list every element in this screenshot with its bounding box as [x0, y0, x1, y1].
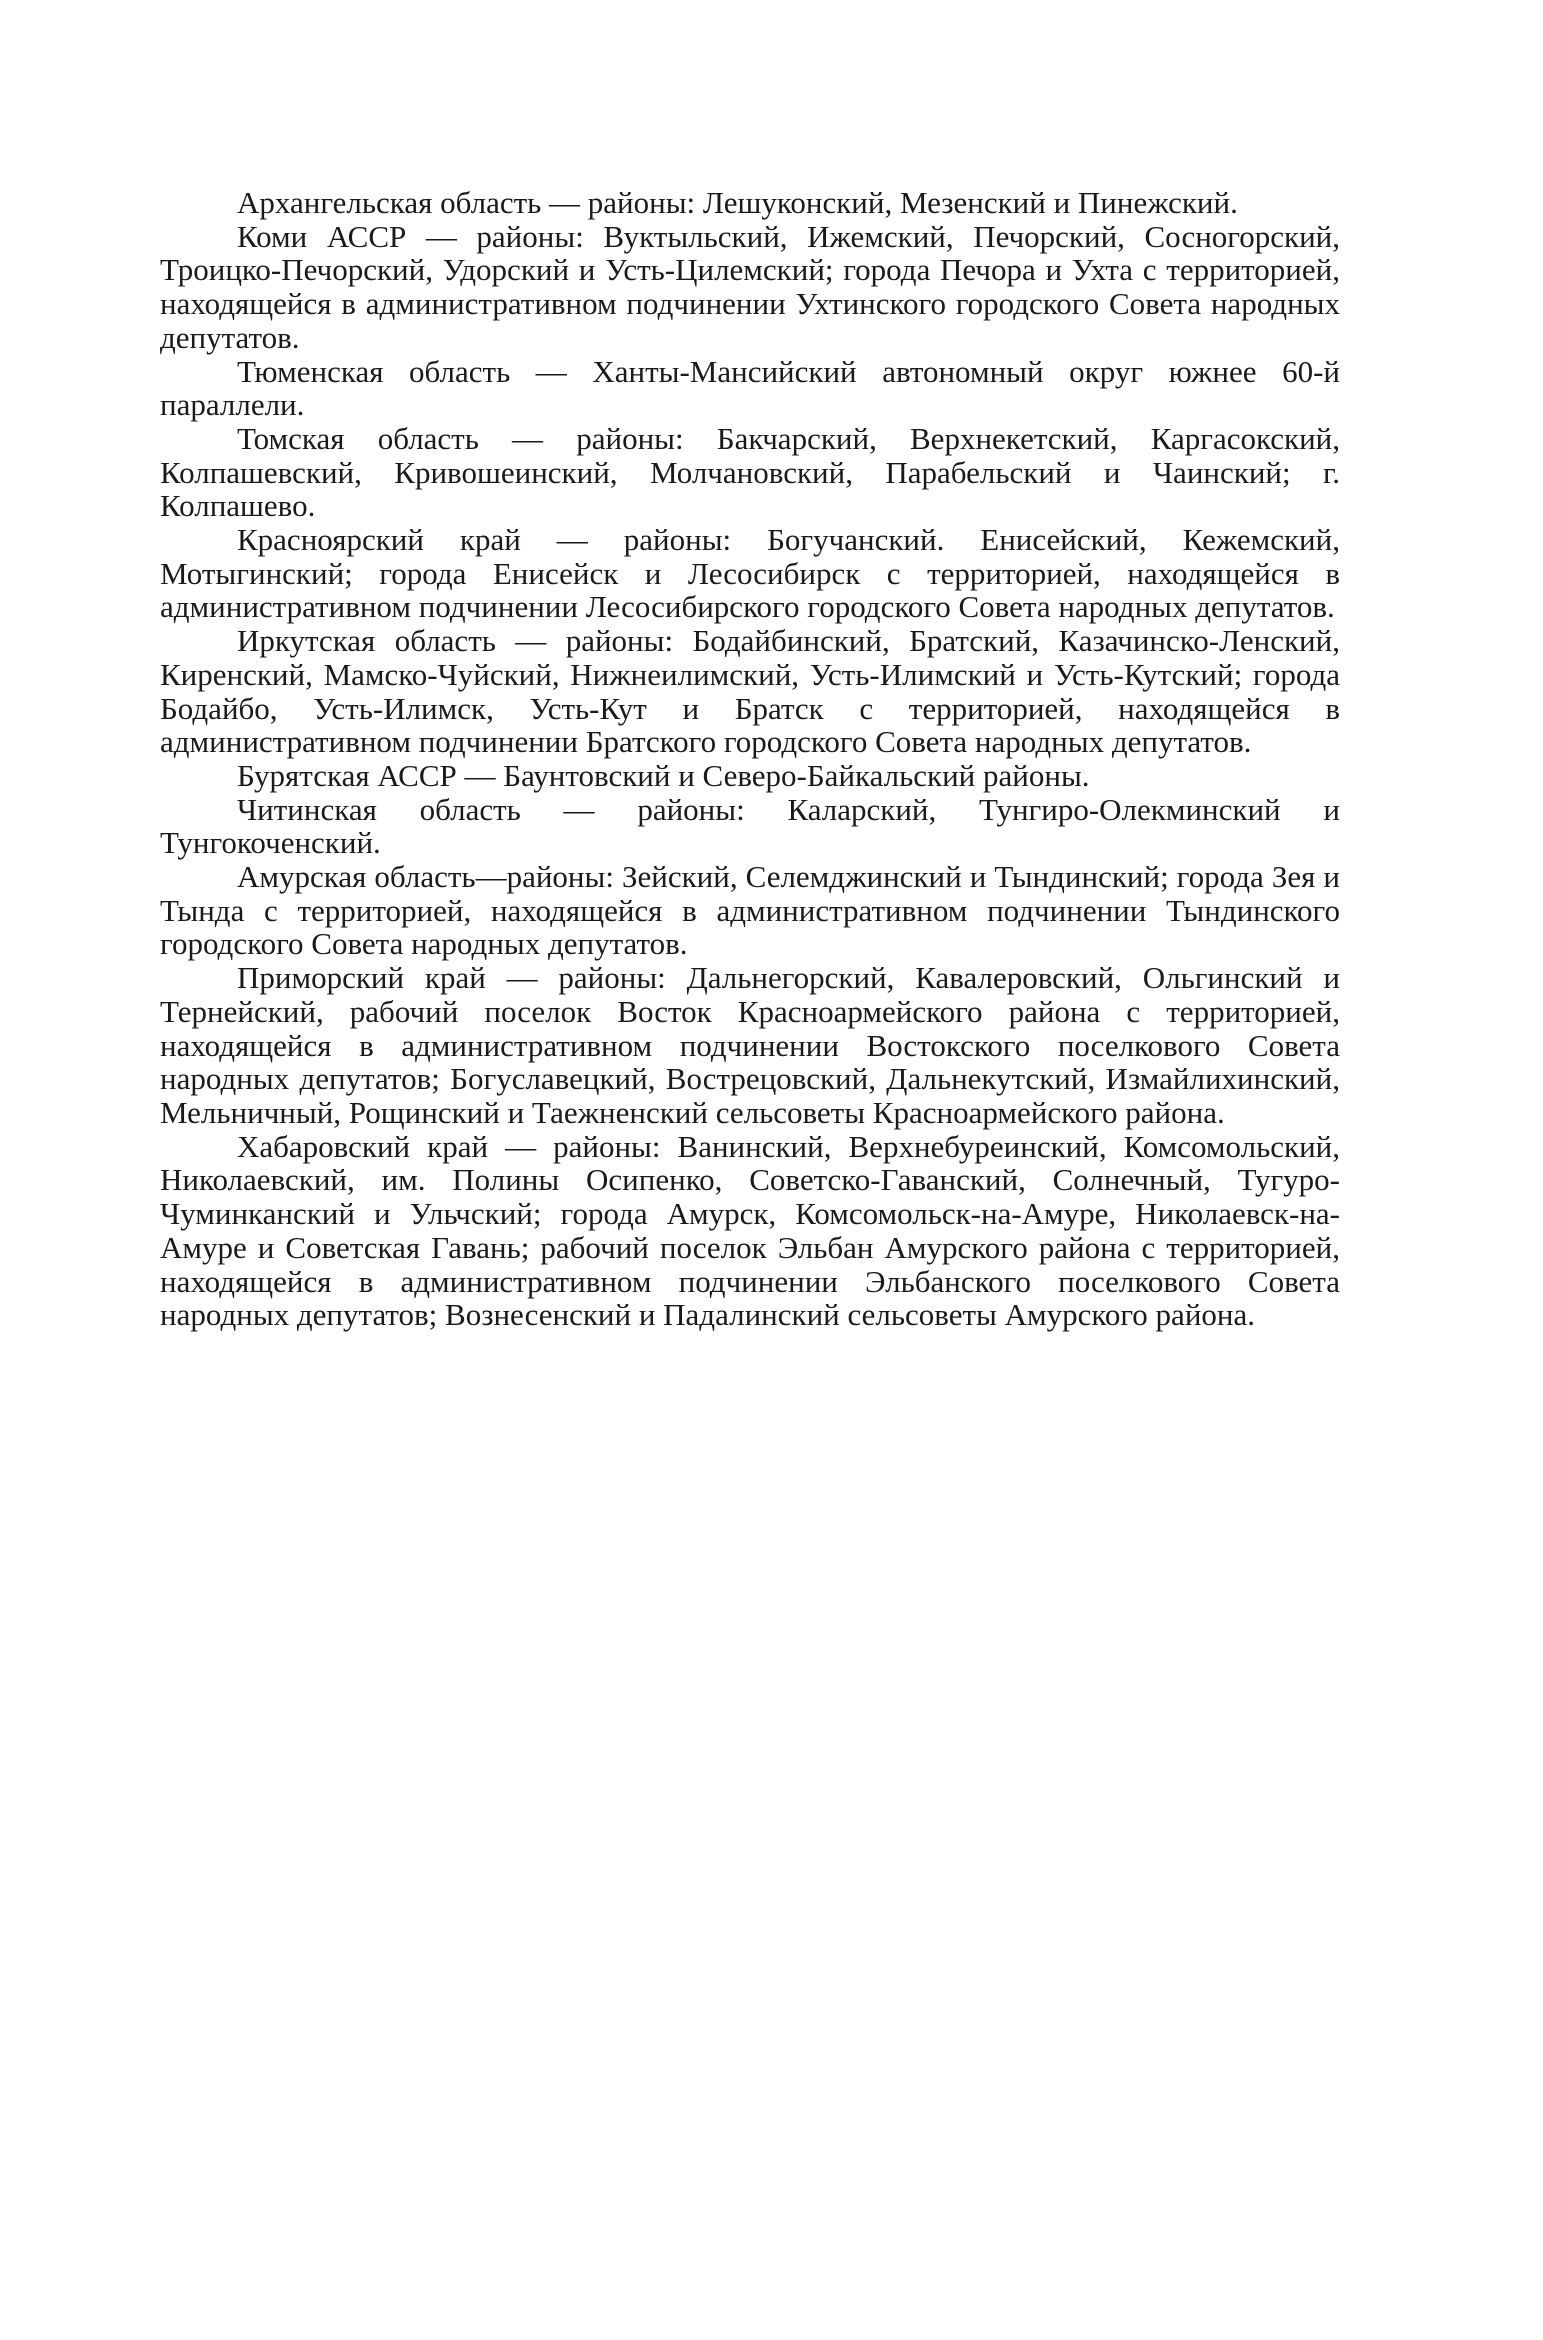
entry-arkhangelsk: Архангельская область — районы: Лешуконский, Мезенский и Пинежский. [237, 185, 1238, 220]
entry-komi: Коми АССР — районы: Вуктыльский, Ижемский, Печорский, Сосногорский, Троицко-Печорский, Удорский и Усть-Цилемский; города Печора и Ухта с территорией, находящейся в административном подчинении Ухтинского городского Совета народных депутатов. [160, 218, 1340, 355]
entry-amur: Амурская область—районы: Зейский, Селемджинский и Тындинский; города Зея и Тында с территорией, находящейся в административном подчинении Тындинского городского Совета народных депутатов. [160, 859, 1340, 962]
entry-tomsk: Томская область — районы: Бакчарский, Верхнекетский, Каргасокский, Колпашевский, Кривошеинский, Молчановский, Парабельский и Чаинский; г. Колпашево. [160, 420, 1340, 524]
document-page [160, 186, 1340, 1332]
entry-chita: Читинская область — районы: Каларский, Тунгиро-Олекминский и Тунгокоченский. [160, 791, 1340, 861]
entry-tyumen: Тюменская область — Ханты-Мансийский автономный округ южнее 60-й параллели. [160, 353, 1340, 423]
entry-krasnoyarsk: Красноярский край — районы: Богучанский. Енисейский, Кежемский, Мотыгинский; города Енисейск и Лесосибирск с территорией, находящейся в административном подчинении Лесосибирского городского Совета народных депутатов. [160, 522, 1340, 625]
entry-khabarovsk: Хабаровский край — районы: Ванинский, Верхнебуреинский, Комсомольский, Николаевский, им. Полины Осипенко, Советско-Гаванский, Солнечный, Тугуро-Чуминканский и Ульчский; города Амурск, Комсомольск-на-Амуре, Николаевск-на-Амуре и Советская Гавань; рабочий поселок Эльбан Амурского района с территорией, находящейся в административном подчинении Эльбанского поселкового Совета народных депутатов; Вознесенский и Падалинский сельсоветы Амурского района. [160, 1128, 1340, 1333]
entry-primorsky: Приморский край — районы: Дальнегорский, Кавалеровский, Ольгинский и Тернейский, рабочий поселок Восток Красноармейского района с территорией, находящейся в административном подчинении Востокского поселкового Совета народных депутатов; Богуславецкий, Вострецовский, Дальнекутский, Измайлихинский, Мельничный, Рощинский и Таежненский сельсоветы Красноармейского района. [160, 960, 1340, 1130]
entry-irkutsk: Иркутская область — районы: Бодайбинский, Братский, Казачинско-Ленский, Киренский, Мамско-Чуйский, Нижнеилимский, Усть-Илимский и Усть-Кутский; города Бодайбо, Усть-Илимск, Усть-Кут и Братск с территорией, находящейся в административном подчинении Братского городского Совета народных депутатов. [160, 623, 1340, 760]
entry-buryat: Бурятская АССР — Баунтовский и Северо-Байкальский районы. [237, 757, 1090, 793]
